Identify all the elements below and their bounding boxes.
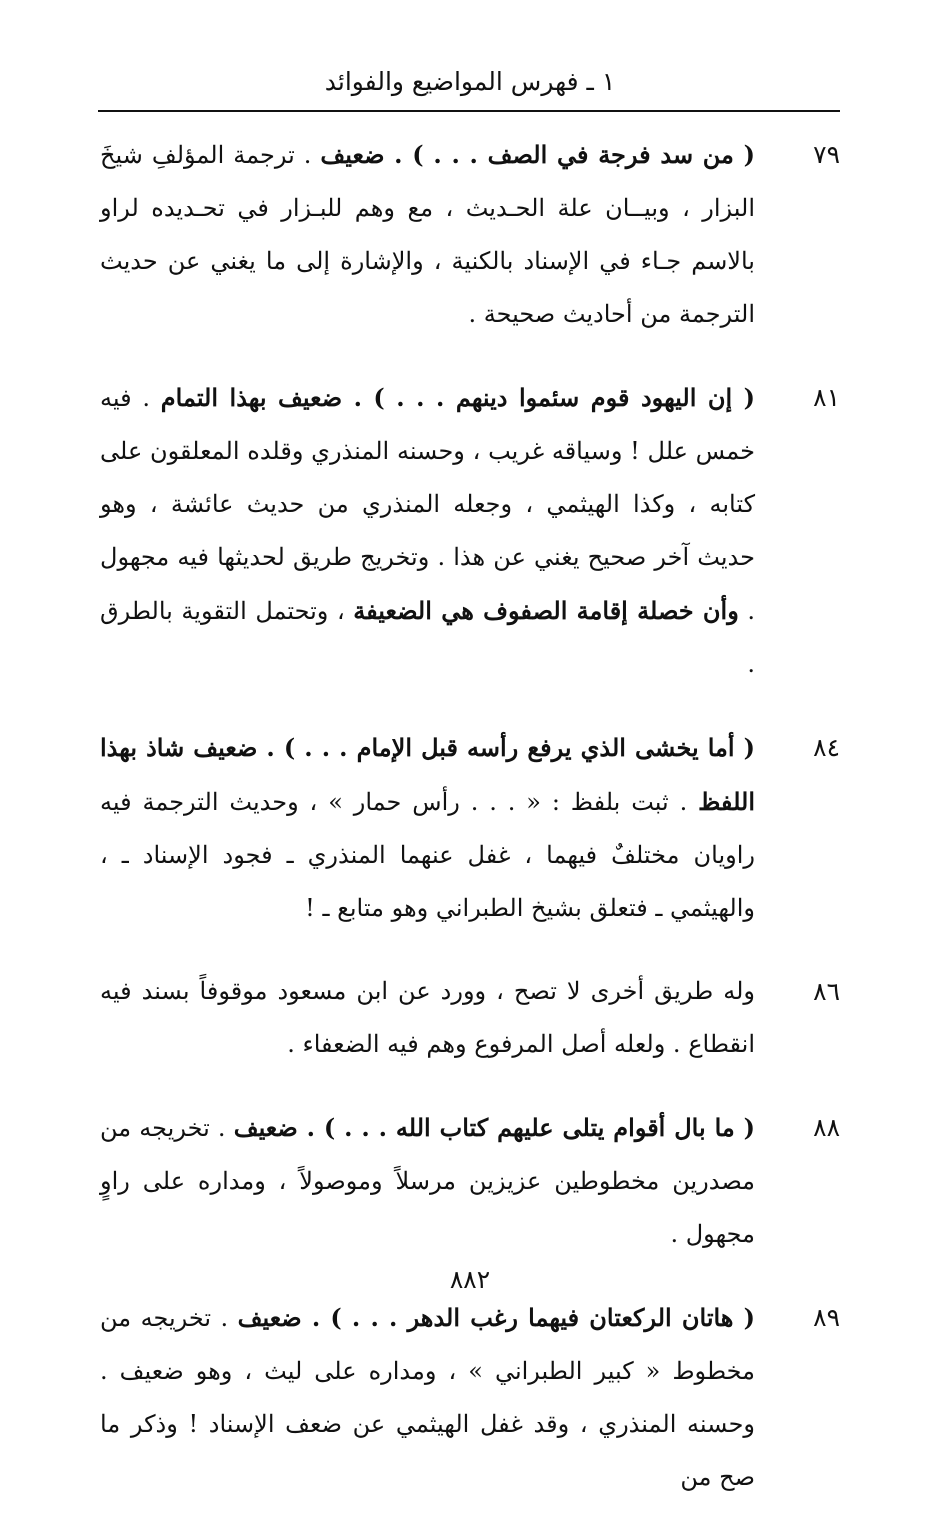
entry-text: . تخريجه من مخطوط « كبير الطبراني » ، ومداره على ليث ، وهو ضعيف . وحسنه المنذري ، وقد غفل الهيثمي عن ضعف الإسناد ! وذكر ما صح من (100, 1304, 755, 1491)
entry-body (100, 1101, 755, 1261)
entry-number: ٨٤ (813, 733, 840, 762)
index-entry (100, 721, 840, 935)
entry-text: ، وتحتمل التقوية بالطرق . (100, 597, 755, 678)
index-entry (100, 128, 840, 341)
page-number: ٨٨٢ (449, 1265, 491, 1294)
entry-body (100, 1291, 755, 1504)
entry-number: ٧٩ (813, 140, 840, 169)
entry-number: ٨١ (813, 383, 840, 412)
index-entry (100, 1101, 840, 1261)
index-entry (100, 1291, 840, 1504)
entry-heading: ( إن اليهود قوم سئموا دينهم . . . ) . ضعيف بهذا التمام (160, 383, 756, 412)
index-entries (100, 128, 840, 1534)
entry-body (100, 965, 755, 1071)
entry-heading: ( هاتان الركعتان فيهما رغب الدهر . . . ) . ضعيف (237, 1303, 756, 1332)
entry-body (100, 371, 755, 691)
index-entry (100, 965, 840, 1071)
index-entry (100, 371, 840, 691)
running-header: ١ ـ فهرس المواضيع والفوائد (324, 67, 616, 96)
entry-heading: ( ما بال أقوام يتلى عليهم كتاب الله . . . ) . ضعيف (233, 1113, 755, 1142)
entry-number: ٨٩ (813, 1303, 840, 1332)
entry-heading: ( أما يخشى الذي يرفع رأسه قبل الإمام . . . ) . ضعيف شاذ بهذا اللفظ (100, 733, 755, 816)
entry-number: ٨٨ (813, 1113, 840, 1142)
header-rule (98, 110, 840, 112)
entry-body (100, 721, 755, 935)
entry-text: . ترجمة المؤلفِ شيخَ البزار ، وبيــان علة الحـديث ، مع وهم للبـزار في تحـديده لراو بالاسم جـاء في الإسناد بالكنية ، والإشارة إلى ما يغني عن حديث الترجمة من أحاديث صحيحة . (100, 141, 755, 328)
entry-body (100, 128, 755, 341)
entry-number: ٨٦ (813, 977, 840, 1006)
entry-emphasis: وأن خصلة إقامة الصفوف هي الضعيفة (353, 596, 739, 625)
entry-heading: ( من سد فرجة في الصف . . . ) . ضعيف (320, 140, 755, 169)
entry-text: . فيه خمس علل ! وسياقه غريب ، وحسنه المنذري وقلده المعلقون على كتابه ، وكذا الهيثمي ، وجعله المنذري من حديث عائشة ، وهو حديث آخر صحيح يغني عن هذا . وتخريج طريق لحديثها فيه مجهول . (100, 384, 755, 625)
entry-text: . ثبت بلفظ : « . . . رأس حمار » ، وحديث الترجمة فيه راويان مختلفٌ فيهما ، غفل عنهما المنذري ـ فجود الإسناد ـ ، والهيثمي ـ فتعلق بشيخ الطبراني وهو متابع ـ ! (100, 788, 755, 922)
entry-text: وله طريق أخرى لا تصح ، وورد عن ابن مسعود موقوفاً بسند فيه انقطاع . ولعله أصل المرفوع وهم فيه الضعفاء . (100, 977, 755, 1058)
entry-text: . تخريجه من مصدرين مخطوطين عزيزين مرسلاً وموصولاً ، ومداره على راوٍ مجهول . (100, 1114, 755, 1248)
